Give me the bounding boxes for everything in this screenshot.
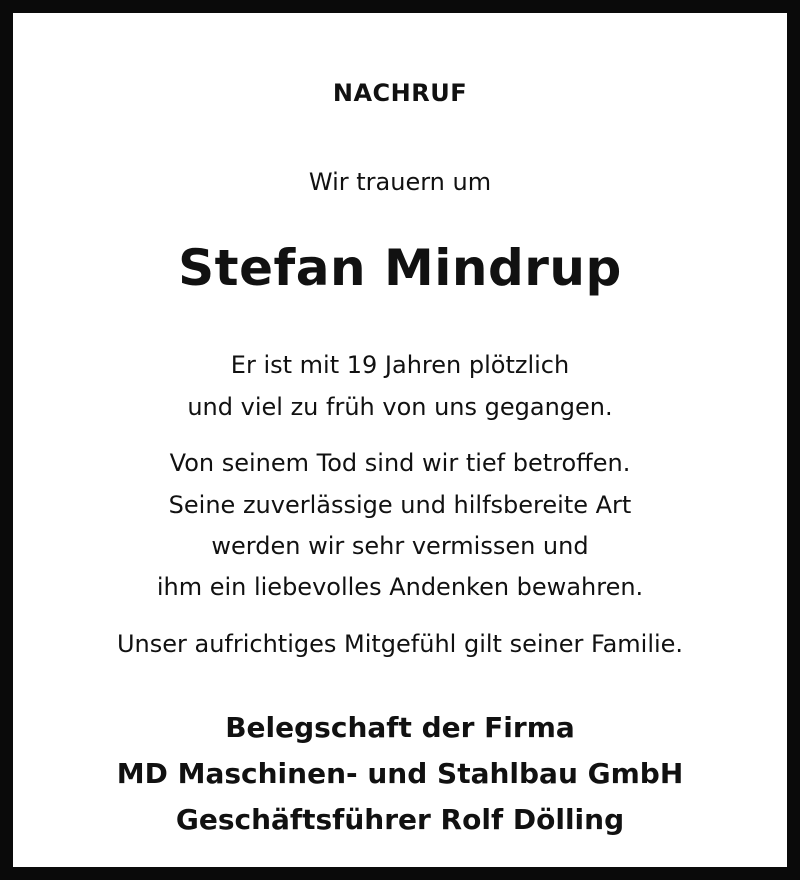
paragraph2-line2: Seine zuverlässige und hilfsbereite Art: [168, 491, 632, 519]
paragraph1-line1: Er ist mit 19 Jahren plötzlich: [230, 351, 570, 379]
intro-text: Wir trauern um: [308, 168, 492, 196]
paragraph2-line4: ihm ein liebevolles Andenken bewahren.: [156, 573, 644, 601]
signature-line2: MD Maschinen- und Stahlbau GmbH: [116, 757, 684, 790]
signature-line3: Geschäftsführer Rolf Dölling: [175, 803, 625, 836]
deceased-name: Stefan Mindrup: [178, 239, 622, 297]
notice-heading: NACHRUF: [332, 79, 468, 107]
paragraph3-line1: Unser aufrichtiges Mitgefühl gilt seiner Familie.: [116, 630, 684, 658]
paragraph1-line2: und viel zu früh von uns gegangen.: [187, 393, 613, 421]
signature-line1: Belegschaft der Firma: [225, 711, 575, 744]
paragraph2-line3: werden wir sehr vermissen und: [211, 532, 589, 560]
paragraph2-line1: Von seinem Tod sind wir tief betroffen.: [169, 449, 631, 477]
